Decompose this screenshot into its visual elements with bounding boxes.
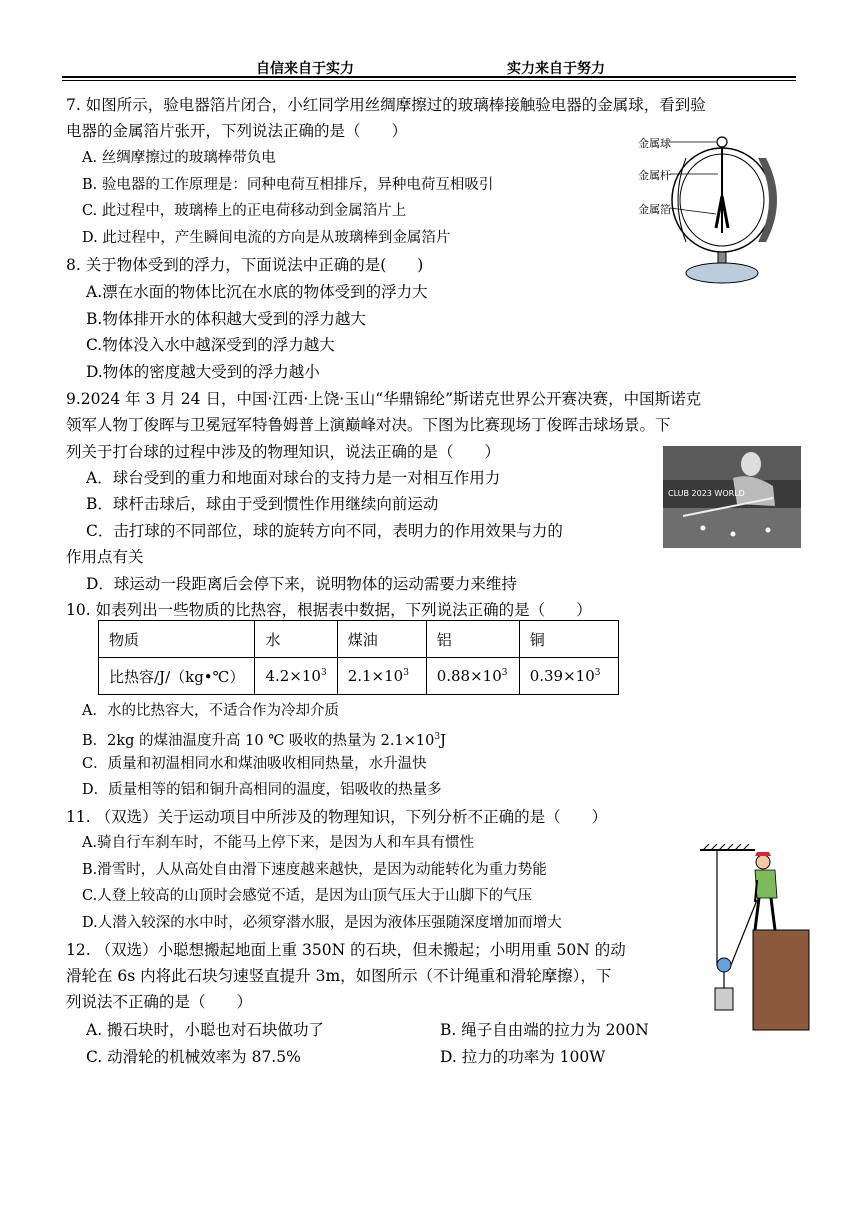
q11-stem: 11. （双选）关于运动项目中所涉及的物理知识，下列分析不正确的是（ ） bbox=[66, 808, 608, 826]
q12-option-a[interactable]: A. 搬石块时，小聪也对石块做功了 bbox=[86, 1021, 325, 1039]
table-cell: $0.88\times 10^3$ bbox=[426, 658, 519, 695]
electroscope-label-rod: 金属杆 bbox=[638, 169, 671, 182]
q9-option-a[interactable]: A．球台受到的重力和地面对球台的支持力是一对相互作用力 bbox=[86, 469, 501, 487]
q9-stem-line1: 9.2024 年 3 月 24 日，中国·江西·上饶·玉山“华鼎锦纶”斯诺克世界公开赛决赛，中国斯诺克 bbox=[66, 390, 702, 408]
q7-stem-line2: 电器的金属箔片张开，下列说法正确的是（ ） bbox=[66, 122, 408, 140]
q9-option-c-line1[interactable]: C．击打球的不同部位，球的旋转方向不同，表明力的作用效果与力的 bbox=[86, 522, 563, 540]
q10-option-b[interactable]: B．2kg 的煤油温度升高 10 ℃ 吸收的热量为 $2.1\times 10^3J$ bbox=[82, 732, 446, 749]
q11-option-b[interactable]: B.滑雪时，人从高处自由滑下速度越来越快，是因为动能转化为重力势能 bbox=[82, 862, 547, 878]
table-cell: $0.39\times 10^3$ bbox=[519, 658, 618, 695]
q12-stem-line1: 12. （双选）小聪想搬起地面上重 350N 的石块，但未搬起；小明用重 50N 的动 bbox=[66, 941, 626, 959]
table-header-cell: 物质 bbox=[99, 621, 255, 658]
q10-stem: 10. 如表列出一些物质的比热容，根据表中数据，下列说法正确的是（ ） bbox=[66, 601, 592, 619]
q10-option-d[interactable]: D．质量相等的铝和铜升高相同的温度，铝吸收的热量多 bbox=[82, 782, 442, 798]
q8-option-d[interactable]: D.物体的密度越大受到的浮力越小 bbox=[86, 363, 320, 381]
header-left-motto: 自信来自于实力 bbox=[256, 61, 354, 77]
header-right-motto: 实力来自于努力 bbox=[507, 61, 605, 77]
q12-option-b[interactable]: B. 绳子自由端的拉力为 200N bbox=[440, 1021, 649, 1039]
q8-option-b[interactable]: B.物体排开水的体积越大受到的浮力越大 bbox=[86, 310, 366, 328]
q7-stem-line1: 7. 如图所示，验电器箔片闭合，小红同学用丝绸摩擦过的玻璃棒接触验电器的金属球，看到验 bbox=[66, 96, 706, 114]
table-row bbox=[99, 658, 619, 695]
q10-option-c[interactable]: C．质量和初温相同水和煤油吸收相同热量，水升温快 bbox=[82, 756, 427, 772]
table-row-label: 比热容/J/（kg•℃） bbox=[99, 658, 255, 695]
electroscope-label-ball: 金属球 bbox=[638, 137, 671, 150]
pulley-figure bbox=[695, 840, 813, 1035]
table-header-cell: 煤油 bbox=[337, 621, 426, 658]
q7-option-a[interactable]: A. 丝绸摩擦过的玻璃棒带负电 bbox=[82, 150, 276, 166]
q11-option-d[interactable]: D.人潜入较深的水中时，必须穿潜水服，是因为液体压强随深度增加而增大 bbox=[82, 915, 562, 931]
snooker-photo-banner-text: CLUB 2023 WORLD bbox=[668, 489, 745, 498]
table-cell: $2.1\times 10^3$ bbox=[337, 658, 426, 695]
q9-stem-line2: 领军人物丁俊晖与卫冕冠军特鲁姆普上演巅峰对决。下图为比赛现场丁俊晖击球场景。下 bbox=[66, 416, 671, 434]
q11-option-c[interactable]: C.人登上较高的山顶时会感觉不适，是因为山顶气压大于山脚下的气压 bbox=[82, 888, 533, 904]
q9-stem-line3: 列关于打台球的过程中涉及的物理知识，说法正确的是（ ） bbox=[66, 443, 501, 461]
table-header-row bbox=[99, 621, 619, 658]
q11-option-a[interactable]: A.骑自行车刹车时，不能马上停下来，是因为人和车具有惯性 bbox=[82, 835, 475, 851]
header-rule-thick bbox=[62, 76, 796, 78]
q9-option-d[interactable]: D．球运动一段距离后会停下来，说明物体的运动需要力来维持 bbox=[86, 575, 517, 593]
q7-option-d[interactable]: D. 此过程中，产生瞬间电流的方向是从玻璃棒到金属箔片 bbox=[82, 230, 451, 246]
q12-option-d[interactable]: D. 拉力的功率为 100W bbox=[440, 1048, 606, 1066]
q7-option-b[interactable]: B. 验电器的工作原理是：同种电荷互相排斥，异种电荷互相吸引 bbox=[82, 177, 494, 193]
q8-option-c[interactable]: C.物体没入水中越深受到的浮力越大 bbox=[86, 336, 335, 354]
table-header-cell: 铝 bbox=[426, 621, 519, 658]
header-rule-thin bbox=[62, 80, 796, 81]
table-cell: $4.2\times 10^3$ bbox=[255, 658, 337, 695]
q10-option-a[interactable]: A．水的比热容大，不适合作为冷却介质 bbox=[82, 703, 339, 719]
q12-stem-line3: 列说法不正确的是（ ） bbox=[66, 993, 253, 1011]
electroscope-label-foil: 金属箔 bbox=[638, 203, 671, 216]
q12-stem-line2: 滑轮在 6s 内将此石块匀速竖直提升 3m，如图所示（不计绳重和滑轮摩擦），下 bbox=[66, 967, 612, 985]
q12-option-c[interactable]: C. 动滑轮的机械效率为 87.5% bbox=[86, 1048, 301, 1066]
specific-heat-table bbox=[98, 620, 619, 695]
q8-stem: 8. 关于物体受到的浮力，下面说法中正确的是( ) bbox=[66, 256, 424, 274]
table-header-cell: 水 bbox=[255, 621, 337, 658]
table-header-cell: 铜 bbox=[519, 621, 618, 658]
q7-option-c[interactable]: C. 此过程中，玻璃棒上的正电荷移动到金属箔片上 bbox=[82, 203, 407, 219]
q9-option-b[interactable]: B．球杆击球后，球由于受到惯性作用继续向前运动 bbox=[86, 495, 439, 513]
q9-option-c-line2: 作用点有关 bbox=[66, 548, 144, 566]
q8-option-a[interactable]: A.漂在水面的物体比沉在水底的物体受到的浮力大 bbox=[86, 283, 428, 301]
